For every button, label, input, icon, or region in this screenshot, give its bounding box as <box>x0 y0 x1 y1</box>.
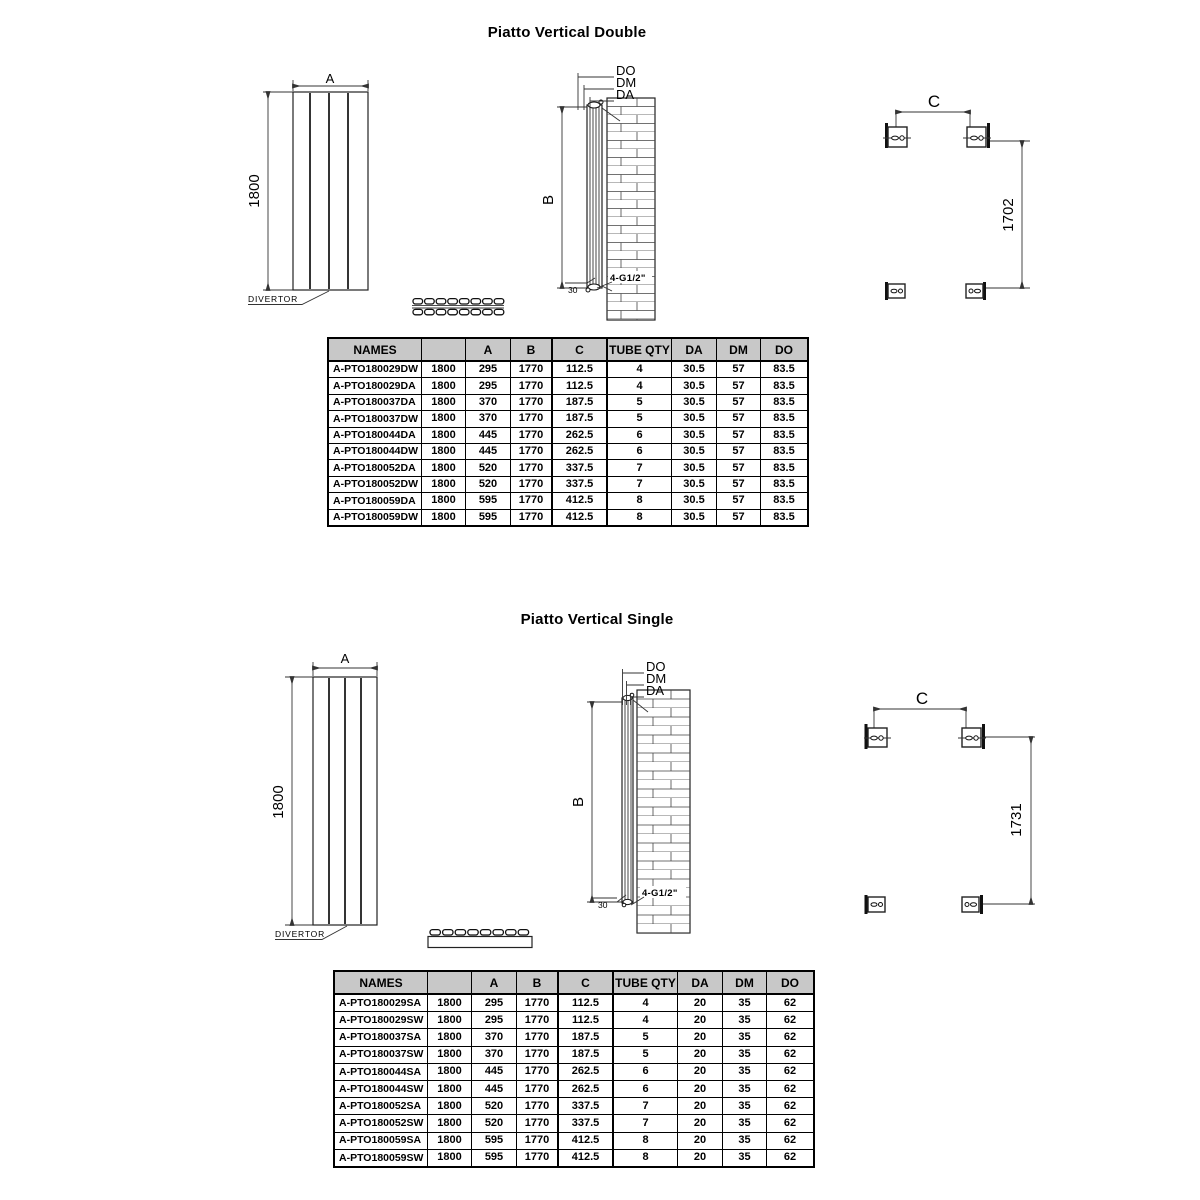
value-cell: 35 <box>723 1046 767 1063</box>
value-cell: 445 <box>472 1063 517 1080</box>
value-cell: 57 <box>717 443 761 459</box>
value-cell: 35 <box>723 1063 767 1080</box>
column-header: C <box>552 338 607 361</box>
value-cell: 57 <box>717 378 761 394</box>
value-cell: 445 <box>472 1080 517 1097</box>
value-cell: 57 <box>717 394 761 410</box>
value-cell: 520 <box>472 1098 517 1115</box>
column-header: B <box>517 971 559 994</box>
table-row <box>328 394 808 410</box>
value-cell: 1770 <box>517 994 559 1012</box>
column-header: A <box>466 338 511 361</box>
value-cell: 30.5 <box>672 361 717 378</box>
value-cell: 7 <box>613 1098 678 1115</box>
model-name-cell: A-PTO180059SA <box>334 1132 428 1149</box>
front-view-double <box>246 71 368 305</box>
angle-label: 30 <box>568 285 578 295</box>
value-cell: 8 <box>613 1149 678 1167</box>
table-row <box>334 1029 814 1046</box>
header-row <box>334 971 814 994</box>
value-cell: 412.5 <box>552 493 607 509</box>
table-row <box>334 1046 814 1063</box>
value-cell: 1770 <box>511 378 553 394</box>
value-cell: 112.5 <box>552 378 607 394</box>
value-cell: 8 <box>613 1132 678 1149</box>
value-cell: 62 <box>767 1149 815 1167</box>
value-cell: 35 <box>723 1029 767 1046</box>
value-cell: 62 <box>767 1063 815 1080</box>
value-cell: 337.5 <box>552 476 607 492</box>
dim-a-label: A <box>340 651 350 666</box>
table-row <box>334 1080 814 1097</box>
value-cell: 1770 <box>511 394 553 410</box>
column-header <box>428 971 472 994</box>
value-cell: 1800 <box>422 443 466 459</box>
column-header: DM <box>723 971 767 994</box>
technical-drawing-double <box>240 60 1040 330</box>
value-cell: 112.5 <box>558 1012 613 1029</box>
column-header: NAMES <box>334 971 428 994</box>
model-name-cell: A-PTO180044DW <box>328 443 422 459</box>
value-cell: 35 <box>723 1098 767 1115</box>
value-cell: 6 <box>613 1080 678 1097</box>
value-cell: 62 <box>767 1012 815 1029</box>
dim-1800-label: 1800 <box>246 174 263 208</box>
value-cell: 57 <box>717 427 761 443</box>
value-cell: 35 <box>723 1080 767 1097</box>
model-name-cell: A-PTO180059DW <box>328 509 422 526</box>
dim-1702-label: 1702 <box>1000 198 1017 232</box>
dim-1731-label: 1731 <box>1008 803 1025 837</box>
column-header <box>422 338 466 361</box>
value-cell: 62 <box>767 1080 815 1097</box>
column-header: NAMES <box>328 338 422 361</box>
value-cell: 62 <box>767 994 815 1012</box>
model-name-cell: A-PTO180029DA <box>328 378 422 394</box>
dim-dm-label: DM <box>616 75 637 90</box>
dim-dm-label: DM <box>646 671 667 686</box>
value-cell: 83.5 <box>761 460 809 476</box>
value-cell: 295 <box>466 378 511 394</box>
value-cell: 4 <box>607 378 672 394</box>
table-row <box>334 1149 814 1167</box>
value-cell: 1770 <box>517 1132 559 1149</box>
value-cell: 370 <box>472 1046 517 1063</box>
value-cell: 7 <box>613 1115 678 1132</box>
value-cell: 1800 <box>422 394 466 410</box>
value-cell: 1770 <box>517 1029 559 1046</box>
column-header: TUBE QTY <box>613 971 678 994</box>
value-cell: 1770 <box>517 1098 559 1115</box>
value-cell: 1770 <box>517 1012 559 1029</box>
model-name-cell: A-PTO180052SA <box>334 1098 428 1115</box>
value-cell: 1800 <box>428 1132 472 1149</box>
model-name-cell: A-PTO180029DW <box>328 361 422 378</box>
table-row <box>328 411 808 427</box>
dim-do-label: DO <box>646 659 666 674</box>
thread-label: 4-G1/2" <box>642 888 678 899</box>
value-cell: 1800 <box>422 378 466 394</box>
value-cell: 57 <box>717 361 761 378</box>
value-cell: 6 <box>607 427 672 443</box>
value-cell: 1770 <box>511 361 553 378</box>
column-header: B <box>511 338 553 361</box>
value-cell: 595 <box>472 1149 517 1167</box>
model-name-cell: A-PTO180059DA <box>328 493 422 509</box>
value-cell: 62 <box>767 1046 815 1063</box>
value-cell: 4 <box>607 361 672 378</box>
table-row <box>328 460 808 476</box>
column-header: DA <box>672 338 717 361</box>
value-cell: 1800 <box>428 1029 472 1046</box>
model-name-cell: A-PTO180037DW <box>328 411 422 427</box>
value-cell: 595 <box>472 1132 517 1149</box>
value-cell: 8 <box>607 509 672 526</box>
value-cell: 262.5 <box>558 1063 613 1080</box>
value-cell: 6 <box>607 443 672 459</box>
value-cell: 1770 <box>511 476 553 492</box>
dim-do-label: DO <box>616 63 636 78</box>
dim-1800-label: 1800 <box>270 785 287 819</box>
side-view-double <box>540 63 655 320</box>
column-header: TUBE QTY <box>607 338 672 361</box>
column-header: DO <box>761 338 809 361</box>
value-cell: 1800 <box>428 1063 472 1080</box>
value-cell: 35 <box>723 1149 767 1167</box>
dim-b-label: B <box>570 796 587 808</box>
value-cell: 187.5 <box>552 411 607 427</box>
model-name-cell: A-PTO180029SW <box>334 1012 428 1029</box>
value-cell: 1800 <box>428 1115 472 1132</box>
value-cell: 520 <box>472 1115 517 1132</box>
value-cell: 1770 <box>511 509 553 526</box>
value-cell: 1770 <box>511 493 553 509</box>
value-cell: 6 <box>613 1063 678 1080</box>
dim-da-label: DA <box>646 683 665 698</box>
value-cell: 30.5 <box>672 460 717 476</box>
value-cell: 1800 <box>428 1098 472 1115</box>
dim-c-label: C <box>915 689 929 708</box>
value-cell: 20 <box>678 1063 723 1080</box>
value-cell: 5 <box>613 1046 678 1063</box>
wall-fixing-view-double <box>883 92 1030 300</box>
value-cell: 20 <box>678 1012 723 1029</box>
table-row <box>334 1012 814 1029</box>
header-row <box>328 338 808 361</box>
value-cell: 1800 <box>428 1080 472 1097</box>
divertor-label: DIVERTOR <box>248 294 299 304</box>
value-cell: 83.5 <box>761 411 809 427</box>
value-cell: 20 <box>678 994 723 1012</box>
value-cell: 1800 <box>428 1149 472 1167</box>
table-row <box>328 509 808 526</box>
value-cell: 1800 <box>422 476 466 492</box>
value-cell: 187.5 <box>558 1046 613 1063</box>
value-cell: 57 <box>717 493 761 509</box>
value-cell: 35 <box>723 1132 767 1149</box>
value-cell: 62 <box>767 1115 815 1132</box>
value-cell: 187.5 <box>552 394 607 410</box>
value-cell: 20 <box>678 1115 723 1132</box>
dim-b-label: B <box>540 194 557 206</box>
value-cell: 1800 <box>422 460 466 476</box>
model-name-cell: A-PTO180037SA <box>334 1029 428 1046</box>
value-cell: 20 <box>678 1132 723 1149</box>
table-row <box>328 476 808 492</box>
value-cell: 4 <box>613 1012 678 1029</box>
wall-fixing-view-single <box>864 689 1035 914</box>
value-cell: 83.5 <box>761 476 809 492</box>
value-cell: 20 <box>678 1046 723 1063</box>
value-cell: 83.5 <box>761 493 809 509</box>
model-name-cell: A-PTO180059SW <box>334 1149 428 1167</box>
table-row <box>328 378 808 394</box>
model-name-cell: A-PTO180052DA <box>328 460 422 476</box>
divertor-label: DIVERTOR <box>275 929 326 939</box>
value-cell: 520 <box>466 476 511 492</box>
value-cell: 30.5 <box>672 493 717 509</box>
value-cell: 30.5 <box>672 378 717 394</box>
value-cell: 35 <box>723 1115 767 1132</box>
value-cell: 112.5 <box>558 994 613 1012</box>
value-cell: 83.5 <box>761 378 809 394</box>
value-cell: 1770 <box>511 443 553 459</box>
value-cell: 35 <box>723 994 767 1012</box>
value-cell: 30.5 <box>672 394 717 410</box>
spec-table-single <box>333 970 815 1168</box>
value-cell: 62 <box>767 1098 815 1115</box>
technical-drawing-single <box>240 650 1050 960</box>
value-cell: 1800 <box>428 994 472 1012</box>
value-cell: 30.5 <box>672 411 717 427</box>
value-cell: 595 <box>466 509 511 526</box>
value-cell: 595 <box>466 493 511 509</box>
value-cell: 62 <box>767 1029 815 1046</box>
table-row <box>328 427 808 443</box>
table-row <box>328 361 808 378</box>
spec-table-double <box>327 337 809 527</box>
value-cell: 20 <box>678 1080 723 1097</box>
dim-a-label: A <box>325 71 335 86</box>
angle-label: 30 <box>598 900 608 910</box>
value-cell: 1770 <box>517 1115 559 1132</box>
table-row <box>334 1063 814 1080</box>
plan-view-single <box>428 930 532 948</box>
value-cell: 112.5 <box>552 361 607 378</box>
value-cell: 8 <box>607 493 672 509</box>
value-cell: 7 <box>607 476 672 492</box>
value-cell: 35 <box>723 1012 767 1029</box>
value-cell: 1800 <box>422 509 466 526</box>
value-cell: 187.5 <box>558 1029 613 1046</box>
model-name-cell: A-PTO180029SA <box>334 994 428 1012</box>
value-cell: 412.5 <box>552 509 607 526</box>
value-cell: 412.5 <box>558 1132 613 1149</box>
model-name-cell: A-PTO180052DW <box>328 476 422 492</box>
section-title-double: Piatto Vertical Double <box>487 24 647 41</box>
value-cell: 337.5 <box>558 1098 613 1115</box>
value-cell: 295 <box>466 361 511 378</box>
table-row <box>334 1098 814 1115</box>
column-header: C <box>558 971 613 994</box>
value-cell: 1770 <box>517 1080 559 1097</box>
table-row <box>328 443 808 459</box>
value-cell: 83.5 <box>761 394 809 410</box>
value-cell: 30.5 <box>672 427 717 443</box>
value-cell: 1770 <box>517 1149 559 1167</box>
value-cell: 83.5 <box>761 427 809 443</box>
model-name-cell: A-PTO180044SW <box>334 1080 428 1097</box>
value-cell: 4 <box>613 994 678 1012</box>
value-cell: 337.5 <box>558 1115 613 1132</box>
value-cell: 1800 <box>422 493 466 509</box>
value-cell: 20 <box>678 1029 723 1046</box>
value-cell: 30.5 <box>672 509 717 526</box>
value-cell: 7 <box>607 460 672 476</box>
value-cell: 1770 <box>517 1063 559 1080</box>
value-cell: 370 <box>472 1029 517 1046</box>
value-cell: 337.5 <box>552 460 607 476</box>
table-row <box>334 1132 814 1149</box>
table-row <box>334 994 814 1012</box>
value-cell: 20 <box>678 1098 723 1115</box>
value-cell: 1770 <box>511 427 553 443</box>
model-name-cell: A-PTO180037SW <box>334 1046 428 1063</box>
value-cell: 1770 <box>511 460 553 476</box>
column-header: DO <box>767 971 815 994</box>
value-cell: 1770 <box>511 411 553 427</box>
model-name-cell: A-PTO180037DA <box>328 394 422 410</box>
value-cell: 262.5 <box>558 1080 613 1097</box>
table-row <box>334 1115 814 1132</box>
front-view-single <box>270 651 377 940</box>
value-cell: 520 <box>466 460 511 476</box>
value-cell: 30.5 <box>672 443 717 459</box>
value-cell: 5 <box>607 394 672 410</box>
thread-label: 4-G1/2" <box>610 273 646 284</box>
value-cell: 1800 <box>422 427 466 443</box>
value-cell: 295 <box>472 994 517 1012</box>
value-cell: 5 <box>613 1029 678 1046</box>
value-cell: 1800 <box>422 411 466 427</box>
value-cell: 445 <box>466 427 511 443</box>
value-cell: 57 <box>717 460 761 476</box>
value-cell: 370 <box>466 411 511 427</box>
value-cell: 30.5 <box>672 476 717 492</box>
side-view-single <box>570 659 690 933</box>
value-cell: 57 <box>717 509 761 526</box>
value-cell: 295 <box>472 1012 517 1029</box>
value-cell: 57 <box>717 411 761 427</box>
value-cell: 83.5 <box>761 443 809 459</box>
table-row <box>328 493 808 509</box>
model-name-cell: A-PTO180044SA <box>334 1063 428 1080</box>
value-cell: 83.5 <box>761 509 809 526</box>
value-cell: 1800 <box>428 1046 472 1063</box>
value-cell: 1800 <box>422 361 466 378</box>
value-cell: 5 <box>607 411 672 427</box>
value-cell: 412.5 <box>558 1149 613 1167</box>
model-name-cell: A-PTO180052SW <box>334 1115 428 1132</box>
value-cell: 370 <box>466 394 511 410</box>
value-cell: 445 <box>466 443 511 459</box>
column-header: DM <box>717 338 761 361</box>
value-cell: 20 <box>678 1149 723 1167</box>
value-cell: 83.5 <box>761 361 809 378</box>
plan-view-double <box>412 299 504 315</box>
value-cell: 262.5 <box>552 427 607 443</box>
value-cell: 262.5 <box>552 443 607 459</box>
value-cell: 62 <box>767 1132 815 1149</box>
dim-c-label: C <box>927 92 941 111</box>
value-cell: 1800 <box>428 1012 472 1029</box>
section-title-single: Piatto Vertical Single <box>520 611 674 628</box>
column-header: DA <box>678 971 723 994</box>
dim-da-label: DA <box>616 87 635 102</box>
model-name-cell: A-PTO180044DA <box>328 427 422 443</box>
value-cell: 1770 <box>517 1046 559 1063</box>
value-cell: 57 <box>717 476 761 492</box>
column-header: A <box>472 971 517 994</box>
